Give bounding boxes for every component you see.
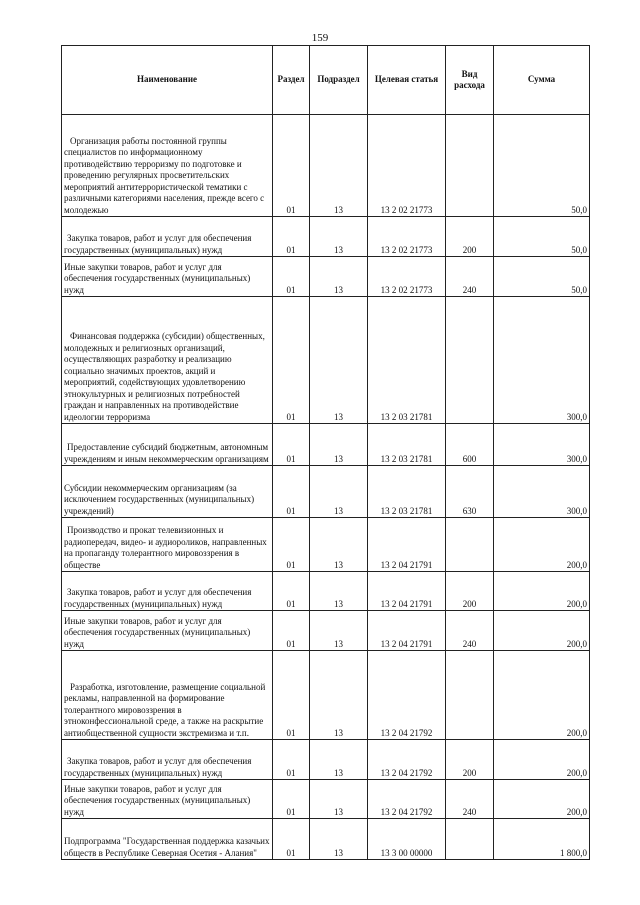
table-row xyxy=(62,651,590,740)
row-section: 01 xyxy=(273,257,310,297)
table-row xyxy=(62,819,590,860)
row-name: Иные закупки товаров, работ и услуг для обеспечения государственных (муниципальных) нужд xyxy=(62,257,273,297)
row-target: 13 3 00 00000 xyxy=(368,819,446,860)
table-row xyxy=(62,780,590,819)
row-subsection: 13 xyxy=(310,780,368,819)
row-subsection: 13 xyxy=(310,518,368,572)
row-name: Иные закупки товаров, работ и услуг для обеспечения государственных (муниципальных) нужд xyxy=(62,780,273,819)
table-row xyxy=(62,297,590,424)
row-kind xyxy=(446,651,494,740)
row-sum: 50,0 xyxy=(494,257,590,297)
row-subsection: 13 xyxy=(310,257,368,297)
row-section: 01 xyxy=(273,466,310,518)
row-section: 01 xyxy=(273,115,310,217)
row-name: Производство и прокат телевизионных и радиопередач, видео- и аудиороликов, направленных на пропаганду толерантного мировоззрения в обществе xyxy=(62,518,273,572)
row-target: 13 2 04 21792 xyxy=(368,651,446,740)
row-kind xyxy=(446,297,494,424)
page-number: 159 xyxy=(311,32,329,44)
table-header-row xyxy=(62,46,590,115)
row-kind xyxy=(446,819,494,860)
row-target: 13 2 04 21792 xyxy=(368,780,446,819)
row-sum: 50,0 xyxy=(494,115,590,217)
row-section: 01 xyxy=(273,780,310,819)
row-subsection: 13 xyxy=(310,466,368,518)
row-section: 01 xyxy=(273,297,310,424)
header-target: Целевая статья xyxy=(368,46,446,115)
row-sum: 300,0 xyxy=(494,466,590,518)
table-row xyxy=(62,217,590,257)
row-subsection: 13 xyxy=(310,572,368,611)
row-subsection: 13 xyxy=(310,651,368,740)
row-name: Иные закупки товаров, работ и услуг для обеспечения государственных (муниципальных) нужд xyxy=(62,611,273,651)
row-subsection: 13 xyxy=(310,115,368,217)
header-sum: Сумма xyxy=(494,46,590,115)
table-row xyxy=(62,115,590,217)
row-kind: 200 xyxy=(446,217,494,257)
row-name: Предоставление субсидий бюджетным, автономным учреждениям и иным некоммерческим организациям xyxy=(62,424,273,466)
row-target: 13 2 02 21773 xyxy=(368,115,446,217)
row-subsection: 13 xyxy=(310,217,368,257)
row-sum: 200,0 xyxy=(494,740,590,780)
row-kind: 200 xyxy=(446,572,494,611)
row-subsection: 13 xyxy=(310,611,368,651)
row-sum: 200,0 xyxy=(494,651,590,740)
row-kind: 240 xyxy=(446,611,494,651)
row-kind xyxy=(446,115,494,217)
header-section: Раздел xyxy=(273,46,310,115)
row-sum: 50,0 xyxy=(494,217,590,257)
row-name: Организация работы постоянной группы специалистов по информационному противодействию терроризму по подготовке и проведению регулярных просветительских мероприятий антитеррористической тематики с различными категориями населения, прежде всего с молодежью xyxy=(62,115,273,217)
row-kind xyxy=(446,518,494,572)
row-sum: 200,0 xyxy=(494,518,590,572)
row-subsection: 13 xyxy=(310,819,368,860)
row-sum: 1 800,0 xyxy=(494,819,590,860)
header-kind: Вид расхода xyxy=(446,46,494,115)
row-subsection: 13 xyxy=(310,424,368,466)
row-section: 01 xyxy=(273,611,310,651)
row-name: Подпрограмма "Государственная поддержка казачьих обществ в Республике Северная Осетия - Алания" xyxy=(62,819,273,860)
table-row xyxy=(62,257,590,297)
row-section: 01 xyxy=(273,424,310,466)
row-name: Финансовая поддержка (субсидии) общественных, молодежных и религиозных организаций, осуществляющих разработку и реализацию социально значимых проектов, акций и мероприятий, содействующих удовлетворению этнокультурных и религиозных потребностей граждан и направленных на противодействие идеологии терроризма xyxy=(62,297,273,424)
row-target: 13 2 03 21781 xyxy=(368,297,446,424)
row-name: Закупка товаров, работ и услуг для обеспечения государственных (муниципальных) нужд xyxy=(62,740,273,780)
row-kind: 200 xyxy=(446,740,494,780)
row-section: 01 xyxy=(273,217,310,257)
row-target: 13 2 04 21791 xyxy=(368,518,446,572)
row-target: 13 2 04 21792 xyxy=(368,740,446,780)
row-sum: 200,0 xyxy=(494,780,590,819)
header-name: Наименование xyxy=(62,46,273,115)
row-name: Закупка товаров, работ и услуг для обеспечения государственных (муниципальных) нужд xyxy=(62,217,273,257)
row-section: 01 xyxy=(273,572,310,611)
table-row xyxy=(62,518,590,572)
row-target: 13 2 04 21791 xyxy=(368,611,446,651)
table-row xyxy=(62,611,590,651)
row-name: Субсидии некоммерческим организациям (за исключением государственных (муниципальных) учреждений) xyxy=(62,466,273,518)
row-section: 01 xyxy=(273,651,310,740)
row-name: Закупка товаров, работ и услуг для обеспечения государственных (муниципальных) нужд xyxy=(62,572,273,611)
row-target: 13 2 02 21773 xyxy=(368,257,446,297)
row-kind: 240 xyxy=(446,780,494,819)
table-row xyxy=(62,466,590,518)
row-sum: 300,0 xyxy=(494,297,590,424)
row-sum: 200,0 xyxy=(494,611,590,651)
row-sum: 300,0 xyxy=(494,424,590,466)
row-target: 13 2 04 21791 xyxy=(368,572,446,611)
row-kind: 600 xyxy=(446,424,494,466)
row-section: 01 xyxy=(273,518,310,572)
row-target: 13 2 03 21781 xyxy=(368,424,446,466)
row-section: 01 xyxy=(273,740,310,780)
row-target: 13 2 03 21781 xyxy=(368,466,446,518)
table-row xyxy=(62,572,590,611)
row-kind: 240 xyxy=(446,257,494,297)
row-kind: 630 xyxy=(446,466,494,518)
budget-table xyxy=(61,45,590,860)
table-row xyxy=(62,424,590,466)
row-subsection: 13 xyxy=(310,740,368,780)
row-name: Разработка, изготовление, размещение социальной рекламы, направленной на формирование толерантного мировоззрения в этноконфессиональной среде, а также на раскрытие антиобщественной сущности экстремизма и т.п. xyxy=(62,651,273,740)
row-section: 01 xyxy=(273,819,310,860)
row-sum: 200,0 xyxy=(494,572,590,611)
row-target: 13 2 02 21773 xyxy=(368,217,446,257)
header-subsection: Подраздел xyxy=(310,46,368,115)
table-row xyxy=(62,740,590,780)
row-subsection: 13 xyxy=(310,297,368,424)
